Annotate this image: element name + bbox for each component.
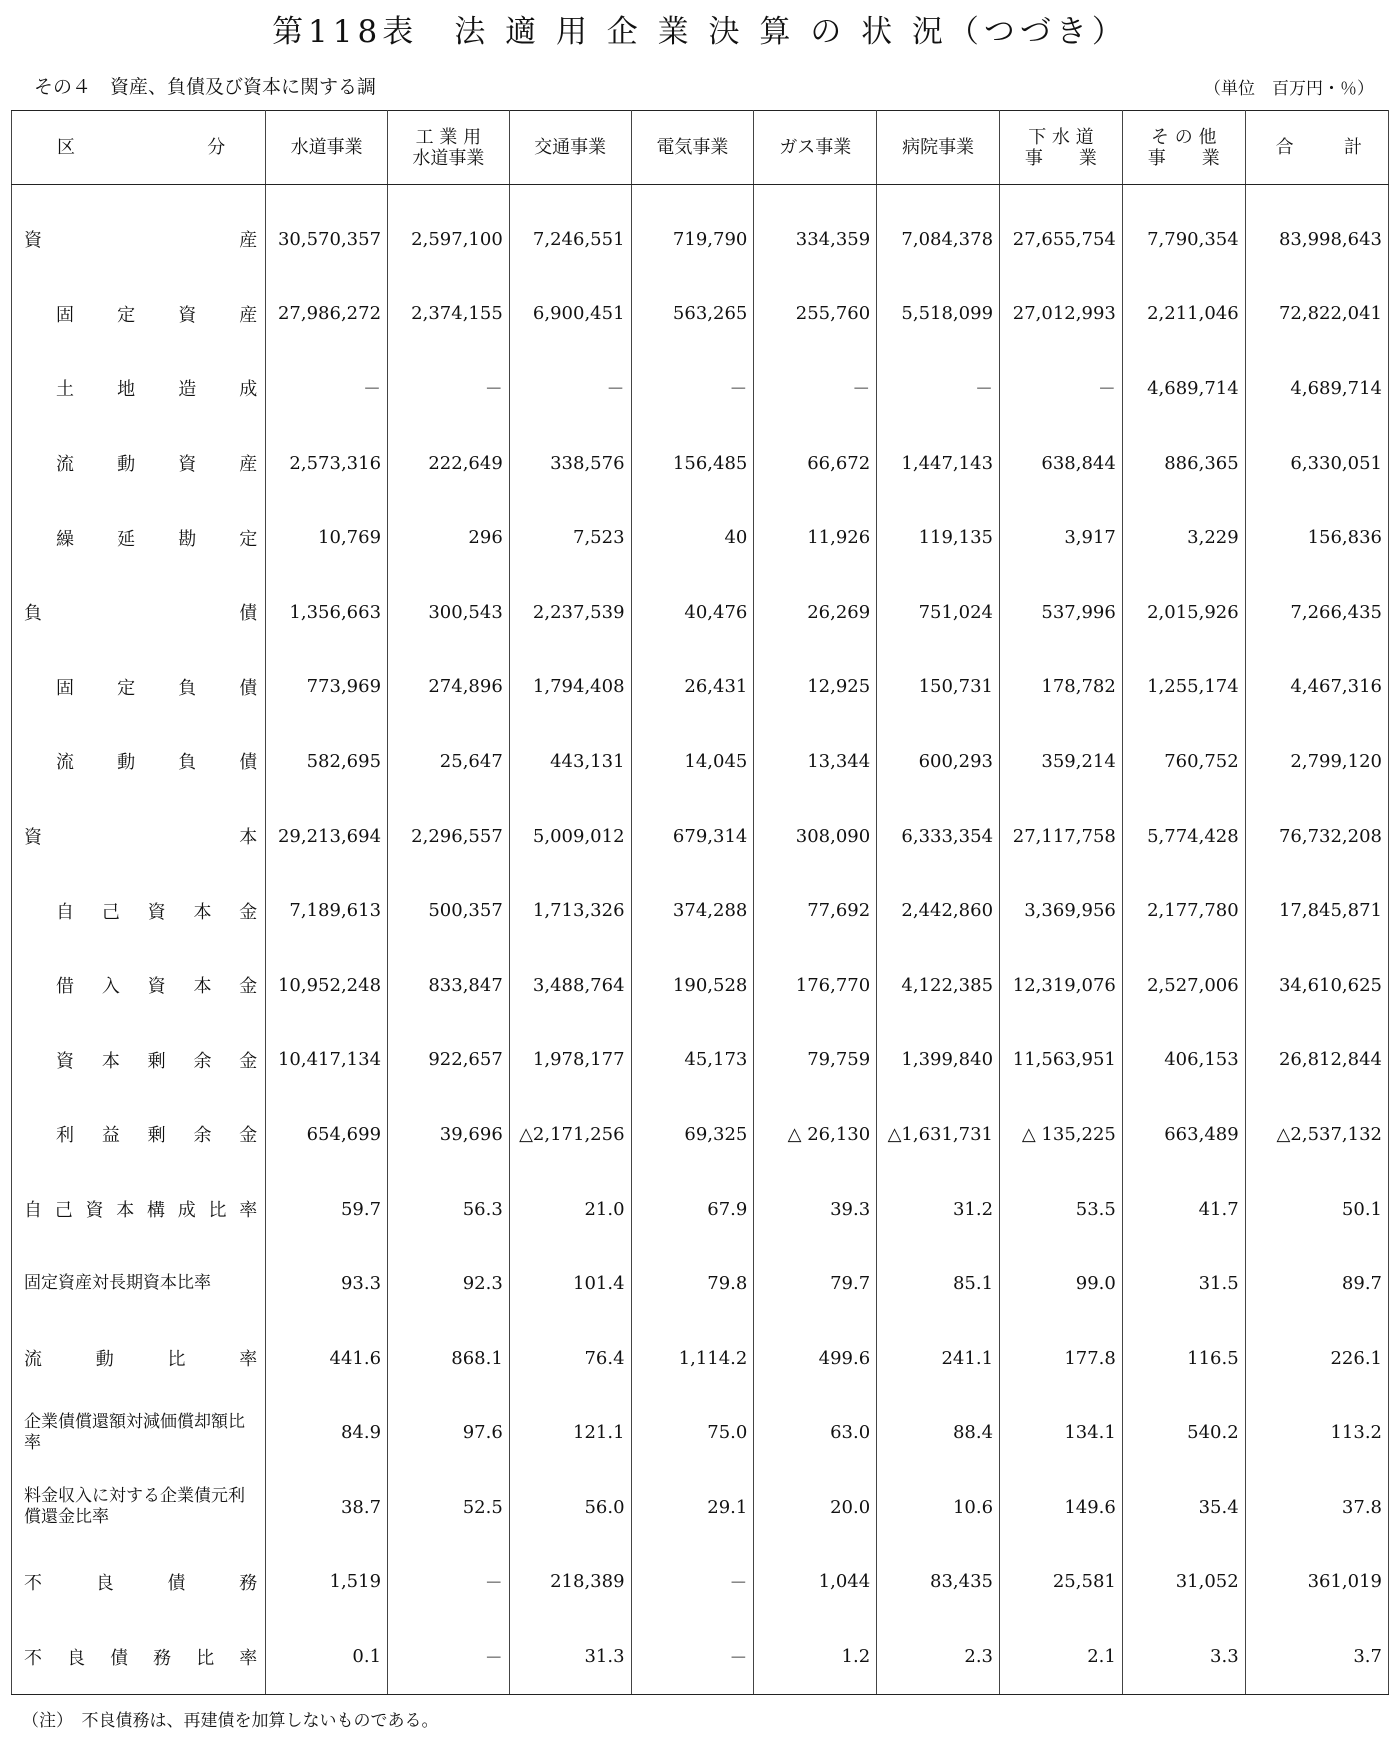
- table-cell: 26,812,844: [1245, 1023, 1388, 1098]
- table-cell: 274,896: [388, 650, 510, 725]
- table-cell: 113.2: [1245, 1396, 1388, 1471]
- table-cell: 39,696: [388, 1097, 510, 1172]
- table-cell: 176,770: [754, 948, 877, 1023]
- table-cell: 1,447,143: [877, 426, 1000, 501]
- table-cell: 56.0: [509, 1470, 631, 1545]
- row-label: 企業債償還額対減価償却額比率: [12, 1396, 266, 1471]
- table-cell: 226.1: [1245, 1321, 1388, 1396]
- table-cell: 134.1: [1000, 1396, 1123, 1471]
- table-row: [12, 277, 1389, 352]
- table-cell: 2,177,780: [1122, 873, 1245, 948]
- table-cell: 21.0: [509, 1172, 631, 1247]
- header-gas: ガス事業: [754, 111, 877, 185]
- table-cell: 1.2: [754, 1619, 877, 1694]
- row-label: 繰 延 勘 定: [12, 500, 266, 575]
- table-cell: 93.3: [266, 1246, 388, 1321]
- table-cell: 222,649: [388, 426, 510, 501]
- table-cell: 29,213,694: [266, 799, 388, 874]
- header-char: 合: [1275, 137, 1294, 158]
- table-cell: 67.9: [631, 1172, 754, 1247]
- table-cell: 150,731: [877, 650, 1000, 725]
- table-cell: 499.6: [754, 1321, 877, 1396]
- table-row: [12, 1545, 1389, 1620]
- table-cell: 27,655,754: [1000, 202, 1123, 277]
- table-cell: 30,570,357: [266, 202, 388, 277]
- table-cell: 79.8: [631, 1246, 754, 1321]
- table-cell: 868.1: [388, 1321, 510, 1396]
- table-cell: 13,344: [754, 724, 877, 799]
- table-cell: 7,246,551: [509, 202, 631, 277]
- table-cell: 5,774,428: [1122, 799, 1245, 874]
- table-row: [12, 202, 1389, 277]
- row-label: 固 定 資 産: [12, 277, 266, 352]
- table-row: [12, 1023, 1389, 1098]
- table-cell: 6,333,354: [877, 799, 1000, 874]
- table-cell: 540.2: [1122, 1396, 1245, 1471]
- table-cell: 99.0: [1000, 1246, 1123, 1321]
- table-cell: 2.3: [877, 1619, 1000, 1694]
- table-cell: 1,114.2: [631, 1321, 754, 1396]
- table-cell: 334,359: [754, 202, 877, 277]
- table-cell: 85.1: [877, 1246, 1000, 1321]
- table-cell: 38.7: [266, 1470, 388, 1545]
- table-row: [12, 873, 1389, 948]
- table-cell: 79.7: [754, 1246, 877, 1321]
- table-cell: 6,330,051: [1245, 426, 1388, 501]
- row-label: 流 動 比 率: [12, 1321, 266, 1396]
- table-cell: 2,527,006: [1122, 948, 1245, 1023]
- header-transport: 交通事業: [509, 111, 631, 185]
- table-row: [12, 500, 1389, 575]
- table-cell: 83,998,643: [1245, 202, 1388, 277]
- table-cell: 97.6: [388, 1396, 510, 1471]
- table-cell: 178,782: [1000, 650, 1123, 725]
- header-electricity: 電気事業: [631, 111, 754, 185]
- table-cell: 56.3: [388, 1172, 510, 1247]
- table-row: [12, 650, 1389, 725]
- table-cell: 26,431: [631, 650, 754, 725]
- table-subtitle: その４ 資産、負債及び資本に関する調: [34, 76, 377, 98]
- row-label: 利 益 剰 余 金: [12, 1097, 266, 1172]
- table-cell: 2,211,046: [1122, 277, 1245, 352]
- table-body: [12, 185, 1389, 1695]
- table-cell: 719,790: [631, 202, 754, 277]
- table-cell: 922,657: [388, 1023, 510, 1098]
- table-cell: －: [877, 351, 1000, 426]
- table-row: [12, 1321, 1389, 1396]
- table-cell: 37.8: [1245, 1470, 1388, 1545]
- table-cell: 149.6: [1000, 1470, 1123, 1545]
- table-cell: 40,476: [631, 575, 754, 650]
- table-cell: 156,485: [631, 426, 754, 501]
- table-cell: 654,699: [266, 1097, 388, 1172]
- table-cell: 1,255,174: [1122, 650, 1245, 725]
- table-cell: 2.1: [1000, 1619, 1123, 1694]
- table-cell: 10,769: [266, 500, 388, 575]
- row-label: 自 己 資 本 構 成 比 率: [12, 1172, 266, 1247]
- table-cell: 12,925: [754, 650, 877, 725]
- header-line: 事 業: [1024, 147, 1097, 169]
- table-cell: 4,689,714: [1122, 351, 1245, 426]
- header-row: [12, 111, 1389, 185]
- table-cell: 1,399,840: [877, 1023, 1000, 1098]
- table-cell: －: [1000, 351, 1123, 426]
- spacer-row: [12, 185, 1389, 203]
- row-label: 土 地 造 成: [12, 351, 266, 426]
- table-cell: 2,597,100: [388, 202, 510, 277]
- table-cell: 537,996: [1000, 575, 1123, 650]
- table-cell: 39.3: [754, 1172, 877, 1247]
- table-cell: 63.0: [754, 1396, 877, 1471]
- table-cell: 7,790,354: [1122, 202, 1245, 277]
- table-cell: 7,189,613: [266, 873, 388, 948]
- table-cell: 40: [631, 500, 754, 575]
- table-cell: 241.1: [877, 1321, 1000, 1396]
- table-cell: 3,369,956: [1000, 873, 1123, 948]
- table-cell: 119,135: [877, 500, 1000, 575]
- row-label: 固 定 負 債: [12, 650, 266, 725]
- row-label: 料金収入に対する企業債元利償還金比率: [12, 1470, 266, 1545]
- table-cell: 563,265: [631, 277, 754, 352]
- table-cell: 25,581: [1000, 1545, 1123, 1620]
- table-cell: 2,442,860: [877, 873, 1000, 948]
- table-cell: 27,986,272: [266, 277, 388, 352]
- header-char: 分: [207, 137, 226, 158]
- table-cell: 84.9: [266, 1396, 388, 1471]
- row-label: 資 本: [12, 799, 266, 874]
- table-cell: 27,012,993: [1000, 277, 1123, 352]
- row-label: 借 入 資 本 金: [12, 948, 266, 1023]
- table-cell: 156,836: [1245, 500, 1388, 575]
- table-cell: －: [631, 1545, 754, 1620]
- table-cell: 833,847: [388, 948, 510, 1023]
- table-cell: 17,845,871: [1245, 873, 1388, 948]
- table-cell: 4,122,385: [877, 948, 1000, 1023]
- table-cell: 4,689,714: [1245, 351, 1388, 426]
- table-cell: 3,229: [1122, 500, 1245, 575]
- table-row: [12, 1172, 1389, 1247]
- table-cell: 3.7: [1245, 1619, 1388, 1694]
- table-cell: 2,573,316: [266, 426, 388, 501]
- header-hospital: 病院事業: [877, 111, 1000, 185]
- table-cell: 1,794,408: [509, 650, 631, 725]
- table-row: [12, 1246, 1389, 1321]
- header-water: 水道事業: [266, 111, 388, 185]
- table-cell: 6,900,451: [509, 277, 631, 352]
- table-row: [12, 426, 1389, 501]
- table-cell: －: [631, 351, 754, 426]
- table-row: [12, 799, 1389, 874]
- table-cell: 31,052: [1122, 1545, 1245, 1620]
- table-cell: 190,528: [631, 948, 754, 1023]
- row-label: 流 動 資 産: [12, 426, 266, 501]
- table-cell: 2,374,155: [388, 277, 510, 352]
- table-cell: 751,024: [877, 575, 1000, 650]
- table-cell: 7,523: [509, 500, 631, 575]
- table-cell: 359,214: [1000, 724, 1123, 799]
- table-cell: 89.7: [1245, 1246, 1388, 1321]
- table-cell: 59.7: [266, 1172, 388, 1247]
- row-label: 流 動 負 債: [12, 724, 266, 799]
- table-cell: 500,357: [388, 873, 510, 948]
- table-cell: 31.5: [1122, 1246, 1245, 1321]
- table-cell: 255,760: [754, 277, 877, 352]
- table-cell: 116.5: [1122, 1321, 1245, 1396]
- table-row: [12, 1470, 1389, 1545]
- table-cell: 76.4: [509, 1321, 631, 1396]
- table-cell: 10,952,248: [266, 948, 388, 1023]
- table-cell: △ 26,130: [754, 1097, 877, 1172]
- table-cell: 1,356,663: [266, 575, 388, 650]
- table-row: [12, 351, 1389, 426]
- table-cell: 679,314: [631, 799, 754, 874]
- table-cell: 31.3: [509, 1619, 631, 1694]
- table-cell: 76,732,208: [1245, 799, 1388, 874]
- table-cell: 443,131: [509, 724, 631, 799]
- table-cell: 2,799,120: [1245, 724, 1388, 799]
- table-cell: 41.7: [1122, 1172, 1245, 1247]
- table-cell: 177.8: [1000, 1321, 1123, 1396]
- table-row: [12, 1619, 1389, 1694]
- table-cell: 14,045: [631, 724, 754, 799]
- row-label: 自 己 資 本 金: [12, 873, 266, 948]
- header-sewerage: [1000, 111, 1123, 185]
- table-cell: 92.3: [388, 1246, 510, 1321]
- header-line: 下 水 道: [1028, 126, 1094, 148]
- table-cell: 50.1: [1245, 1172, 1388, 1247]
- table-cell: 3.3: [1122, 1619, 1245, 1694]
- table-cell: △ 135,225: [1000, 1097, 1123, 1172]
- table-cell: 7,266,435: [1245, 575, 1388, 650]
- table-cell: 7,084,378: [877, 202, 1000, 277]
- table-cell: 10,417,134: [266, 1023, 388, 1098]
- table-cell: 69,325: [631, 1097, 754, 1172]
- table-cell: 1,044: [754, 1545, 877, 1620]
- table-cell: 3,488,764: [509, 948, 631, 1023]
- table-cell: 52.5: [388, 1470, 510, 1545]
- table-cell: 663,489: [1122, 1097, 1245, 1172]
- table-cell: 638,844: [1000, 426, 1123, 501]
- header-line: 工 業 用: [415, 126, 482, 148]
- table-cell: 45,173: [631, 1023, 754, 1098]
- table-cell: 83,435: [877, 1545, 1000, 1620]
- table-cell: 77,692: [754, 873, 877, 948]
- header-char: 計: [1344, 137, 1362, 158]
- table-cell: 3,917: [1000, 500, 1123, 575]
- footnote: （注） 不良債務は、再建債を加算しないものである。: [22, 1711, 439, 1731]
- table-cell: 79,759: [754, 1023, 877, 1098]
- header-line: そ の 他: [1151, 126, 1217, 148]
- table-cell: 2,296,557: [388, 799, 510, 874]
- table-cell: 2,237,539: [509, 575, 631, 650]
- table-cell: △1,631,731: [877, 1097, 1000, 1172]
- table-cell: 218,389: [509, 1545, 631, 1620]
- header-total: [1245, 111, 1388, 185]
- table-cell: 12,319,076: [1000, 948, 1123, 1023]
- table-cell: 72,822,041: [1245, 277, 1388, 352]
- header-line: 水道事業: [412, 147, 485, 169]
- table-cell: 4,467,316: [1245, 650, 1388, 725]
- table-cell: 361,019: [1245, 1545, 1388, 1620]
- table-row: [12, 1097, 1389, 1172]
- header-other: [1122, 111, 1245, 185]
- unit-label: （単位 百万円・％）: [1204, 79, 1374, 99]
- table-cell: 296: [388, 500, 510, 575]
- row-label: 固定資産対長期資本比率: [12, 1246, 266, 1321]
- table-row: [12, 948, 1389, 1023]
- row-label: 資 本 剰 余 金: [12, 1023, 266, 1098]
- table-cell: 29.1: [631, 1470, 754, 1545]
- table-cell: 35.4: [1122, 1470, 1245, 1545]
- header-line: 事 業: [1147, 147, 1220, 169]
- table-cell: 1,713,326: [509, 873, 631, 948]
- table-cell: △2,171,256: [509, 1097, 631, 1172]
- table-cell: －: [388, 1619, 510, 1694]
- header-char: 区: [57, 137, 75, 158]
- table-cell: 886,365: [1122, 426, 1245, 501]
- table-cell: －: [388, 1545, 510, 1620]
- table-cell: 11,563,951: [1000, 1023, 1123, 1098]
- table-cell: 1,519: [266, 1545, 388, 1620]
- table-cell: 374,288: [631, 873, 754, 948]
- table-cell: 25,647: [388, 724, 510, 799]
- table-cell: 2,015,926: [1122, 575, 1245, 650]
- table-cell: 53.5: [1000, 1172, 1123, 1247]
- table-cell: －: [754, 351, 877, 426]
- table-cell: 101.4: [509, 1246, 631, 1321]
- table-cell: 600,293: [877, 724, 1000, 799]
- table-cell: 760,752: [1122, 724, 1245, 799]
- table-cell: 121.1: [509, 1396, 631, 1471]
- table-cell: 26,269: [754, 575, 877, 650]
- table-cell: －: [388, 351, 510, 426]
- table-cell: 10.6: [877, 1470, 1000, 1545]
- table-cell: △2,537,132: [1245, 1097, 1388, 1172]
- table-cell: 406,153: [1122, 1023, 1245, 1098]
- table-cell: －: [266, 351, 388, 426]
- table-cell: 34,610,625: [1245, 948, 1388, 1023]
- financial-table: [11, 110, 1389, 1695]
- table-cell: 773,969: [266, 650, 388, 725]
- table-cell: －: [631, 1619, 754, 1694]
- table-cell: 88.4: [877, 1396, 1000, 1471]
- table-row: [12, 724, 1389, 799]
- row-label: 負 債: [12, 575, 266, 650]
- row-label: 不 良 債 務: [12, 1545, 266, 1620]
- table-cell: 5,518,099: [877, 277, 1000, 352]
- header-industrial-water: [388, 111, 510, 185]
- table-row: [12, 575, 1389, 650]
- table-cell: 5,009,012: [509, 799, 631, 874]
- page-title: 第118表 法 適 用 企 業 決 算 の 状 況（つづき）: [272, 14, 1128, 50]
- table-cell: 66,672: [754, 426, 877, 501]
- table-cell: －: [509, 351, 631, 426]
- table-cell: 441.6: [266, 1321, 388, 1396]
- table-cell: 308,090: [754, 799, 877, 874]
- row-label: 不 良 債 務 比 率: [12, 1619, 266, 1694]
- row-label: 資 産: [12, 202, 266, 277]
- table-cell: 11,926: [754, 500, 877, 575]
- table-cell: 31.2: [877, 1172, 1000, 1247]
- table-cell: 1,978,177: [509, 1023, 631, 1098]
- table-cell: 582,695: [266, 724, 388, 799]
- table-cell: 0.1: [266, 1619, 388, 1694]
- table-cell: 75.0: [631, 1396, 754, 1471]
- table-cell: 27,117,758: [1000, 799, 1123, 874]
- header-category: [12, 111, 266, 185]
- table-cell: 300,543: [388, 575, 510, 650]
- table-cell: 338,576: [509, 426, 631, 501]
- table-cell: 20.0: [754, 1470, 877, 1545]
- table-row: [12, 1396, 1389, 1471]
